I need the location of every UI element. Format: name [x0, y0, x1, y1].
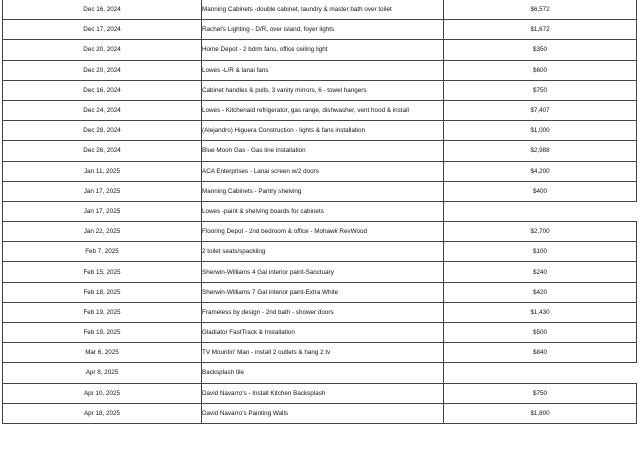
- description-cell: Manning Cabinets - Pantry shelving: [202, 181, 444, 201]
- table-row: [3, 302, 637, 322]
- table-row: [3, 363, 637, 383]
- date-cell: Dec 20, 2024: [3, 40, 202, 60]
- amount-cell: $1,672: [444, 20, 637, 40]
- description-cell: Lowes -paint & shelving boards for cabinets: [202, 201, 444, 221]
- date-cell: Mar 6, 2025: [3, 343, 202, 363]
- description-cell: 2 toilet seats/spackling: [202, 242, 444, 262]
- table-row: [3, 100, 637, 120]
- amount-cell: $1,430: [444, 302, 637, 322]
- table-row: [3, 323, 637, 343]
- description-cell: Rachel's Lighting - D/R, over island, foyer lights: [202, 20, 444, 40]
- table-row: [3, 242, 637, 262]
- description-cell: Home Depot - 2 bdrm fans, office ceiling light: [202, 40, 444, 60]
- amount-cell: $4,200: [444, 161, 637, 181]
- description-cell: Manning Cabinets -double cabinet, laundry & master bath over toilet: [202, 0, 444, 20]
- date-cell: Dec 16, 2024: [3, 80, 202, 100]
- date-cell: Feb 19, 2025: [3, 302, 202, 322]
- description-cell: Flooring Depot - 2nd bedroom & office - Mohawk RevWood: [202, 222, 444, 242]
- amount-cell: [444, 363, 637, 383]
- description-cell: David Navarro's - Install Kitchen Backsplash: [202, 383, 444, 403]
- date-cell: Feb 18, 2025: [3, 282, 202, 302]
- description-cell: Blue Moon Gas - Gas line installation: [202, 141, 444, 161]
- date-cell: Feb 19, 2025: [3, 323, 202, 343]
- amount-cell: $750: [444, 383, 637, 403]
- date-cell: Dec 24, 2024: [3, 100, 202, 120]
- description-cell: (Alejandro) Higuera Construction - lights & fans installation: [202, 121, 444, 141]
- description-cell: Backsplash tile: [202, 363, 444, 383]
- table-row: [3, 222, 637, 242]
- amount-cell: [444, 201, 637, 221]
- description-cell: Cabinet handles & pulls, 3 vanity mirrors, 6 - towel hangers: [202, 80, 444, 100]
- table-row: [3, 141, 637, 161]
- date-cell: Dec 20, 2024: [3, 60, 202, 80]
- amount-cell: $420: [444, 282, 637, 302]
- amount-cell: $500: [444, 323, 637, 343]
- date-cell: Feb 7, 2025: [3, 242, 202, 262]
- amount-cell: $240: [444, 262, 637, 282]
- amount-cell: $840: [444, 343, 637, 363]
- description-cell: Gladiator FastTrack & Installation: [202, 323, 444, 343]
- description-cell: Sherwin-Williams 7 Gal interior paint-Extra White: [202, 282, 444, 302]
- amount-cell: $400: [444, 181, 637, 201]
- table-row: [3, 383, 637, 403]
- amount-cell: $1,800: [444, 403, 637, 423]
- expense-table: [2, 0, 637, 424]
- date-cell: Jan 11, 2025: [3, 161, 202, 181]
- description-cell: Sherwin-Williams 4 Gal interior paint-Sanctuary: [202, 262, 444, 282]
- date-cell: Jan 17, 2025: [3, 201, 202, 221]
- amount-cell: $6,572: [444, 0, 637, 20]
- table-row: [3, 60, 637, 80]
- table-row: [3, 20, 637, 40]
- description-cell: Frameless by design - 2nd bath - shower doors: [202, 302, 444, 322]
- amount-cell: $100: [444, 242, 637, 262]
- date-cell: Feb 15, 2025: [3, 262, 202, 282]
- date-cell: Dec 16, 2024: [3, 0, 202, 20]
- date-cell: Apr 8, 2025: [3, 363, 202, 383]
- table-row: [3, 0, 637, 20]
- date-cell: Dec 28, 2024: [3, 121, 202, 141]
- date-cell: Apr 18, 2025: [3, 403, 202, 423]
- date-cell: Dec 17, 2024: [3, 20, 202, 40]
- table-row: [3, 161, 637, 181]
- table-row: [3, 181, 637, 201]
- table-row: [3, 121, 637, 141]
- table-row: [3, 403, 637, 423]
- amount-cell: $1,000: [444, 121, 637, 141]
- description-cell: TV Mountin' Man - install 2 outlets & hang 2 tv: [202, 343, 444, 363]
- amount-cell: $600: [444, 60, 637, 80]
- date-cell: Jan 17, 2025: [3, 181, 202, 201]
- table-row: [3, 40, 637, 60]
- description-cell: Lowes -L/R & lanai fans: [202, 60, 444, 80]
- amount-cell: $750: [444, 80, 637, 100]
- amount-cell: $350: [444, 40, 637, 60]
- description-cell: ACA Enterprises - Lanai screen w/2 doors: [202, 161, 444, 181]
- date-cell: Jan 22, 2025: [3, 222, 202, 242]
- date-cell: Apr 10, 2025: [3, 383, 202, 403]
- expense-table-body: [3, 0, 637, 423]
- table-row: [3, 343, 637, 363]
- amount-cell: $7,407: [444, 100, 637, 120]
- description-cell: Lowes - Kitchenaid refrigerator, gas range, dishwasher, vent hood & install: [202, 100, 444, 120]
- description-cell: David Navarro's Painting Walls: [202, 403, 444, 423]
- amount-cell: $2,988: [444, 141, 637, 161]
- amount-cell: $2,700: [444, 222, 637, 242]
- table-row: [3, 201, 637, 221]
- table-row: [3, 80, 637, 100]
- date-cell: Dec 26, 2024: [3, 141, 202, 161]
- table-row: [3, 282, 637, 302]
- table-row: [3, 262, 637, 282]
